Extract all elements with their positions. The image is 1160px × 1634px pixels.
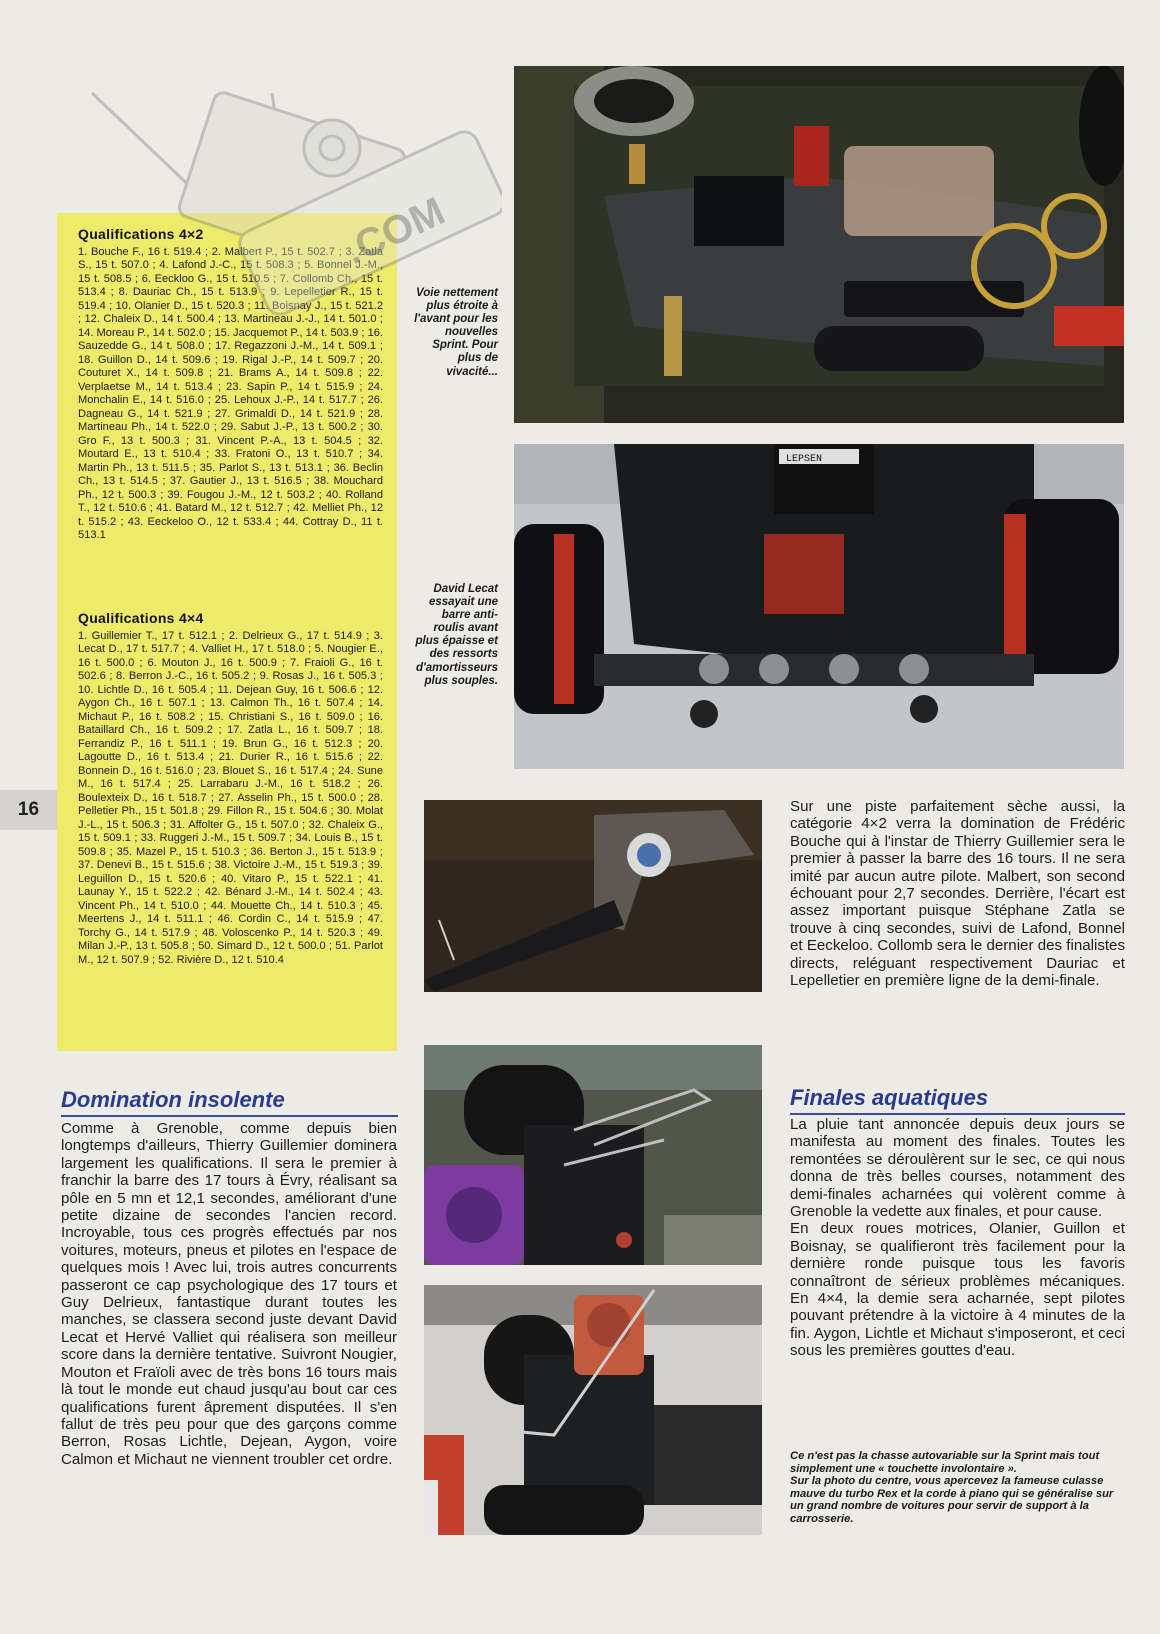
qualifications-4x4-title: Qualifications 4×4 — [78, 610, 204, 626]
photo-bent-mount — [424, 800, 762, 992]
bottom-photo-caption — [790, 1450, 1130, 1526]
qualifications-4x2-results: 1. Bouche F., 16 t. 519.4 ; 2. Malbert P., 15 t. 502.7 ; 3. Zatla S., 15 t. 507.0 ; 4. Lafond J.-C., 15 t. 508.3 ; 5. Bonnel J.-M., 15 t. 508.5 ; 6. Eeckloo G., 15 t. 510.5 ; 7. Collomb Ch., 15 t. 513.4 ; 8. Dauriac Ch., 15 t. 513.9 ; 9. Lepelletier R., 15 t. 519.4 ; 10. Olanier D., 15 t. 520.3 ; 11. Boisnay J., 15 t. 521.2 ; 12. Chaleix D., 14 t. 500.4 ; 13. Martineau J.-J., 14 t. 501.0 ; 14. Moreau P., 14 t. 502.0 ; 15. Jacquemot P., 14 t. 503.9 ; 16. Sauzedde G., 14 t. 508.0 ; 17. Regazzoni J.-M., 14 t. 509.1 ; 18. Guillon D., 14 t. 509.6 ; 19. Rigal J.-P., 14 t. 509.7 ; 20. Couturet X., 14 t. 509.8 ; 21. Brams A., 14 t. 509.8 ; 22. Verplaetse M., 14 t. 513.4 ; 23. Sapin P., 14 t. 515.9 ; 24. Monchalin E., 14 t. 516.0 ; 25. Lehoux J.-P., 14 t. 517.7 ; 26. Dagneau G., 14 t. 521.9 ; 27. Grimaldi D., 14 t. 521.9 ; 28. Martineau Ph., 14 t. 522.0 ; 29. Sabut J.-P., 13 t. 500.2 ; 30. Gro F., 13 t. 500.3 ; 31. Vincent P.-A., 13 t. 504.5 ; 32. Moutard E., 13 t. 510.4 ; 33. Fratoni O., 13 t. 510.7 ; 34. Martin Ph., 13 t. 511.5 ; 35. Parlot S., 13 t. 513.1 ; 36. Beclin Ch., 13 t. 514.5 ; 37. Gautier J., 13 t. 516.5 ; 38. Mouchard Ph., 12 t. 500.3 ; 39. Fougou J.-M., 12 t. 503.2 ; 40. Rolland T., 12 t. 510.6 ; 41. Batard M., 12 t. 512.7 ; 42. Melliet Ph., 12 t. 515.2 ; 43. Eeckeloo O., 12 t. 533.4 ; 44. Cottray D., 11 t. 513.1 — [78, 245, 383, 541]
photo-engine-rear — [424, 1045, 762, 1265]
photo-chassis-front — [514, 66, 1124, 423]
photo2-caption: David Lecat essayait une barre anti-roulis avant plus épaisse et des ressorts d'amortisseurs plus souples. — [415, 583, 498, 687]
section-heading-domination: Domination insolente — [61, 1087, 285, 1112]
heading-rule — [790, 1113, 1125, 1115]
column3-top-text — [790, 798, 1125, 989]
servo-label: LEPSEN — [786, 454, 823, 465]
photo1-caption: Voie nettement plus étroite à l'avant pour les nouvelles Sprint. Pour plus de vivacité... — [414, 287, 498, 378]
qualifications-4x2 — [78, 228, 383, 543]
paragraph: En deux roues motrices, Olanier, Guillon et Boisnay, se qualifieront très facilement pour la dernière ronde puisque tous les favoris connaîtront de sérieux problèmes mécaniques. En 4×4, la demie sera acharnée, sept pilotes pouvant prétendre à la victoire à 4 minutes de la fin. Aygon, Lichtle et Michaut s'imposeront, et ceci sous les premières gouttes d'eau. — [790, 1220, 1125, 1360]
qualifications-4x2-title: Qualifications 4×2 — [78, 226, 204, 242]
page-number: 16 — [0, 790, 57, 830]
qualifications-box — [57, 213, 397, 1051]
section-body-domination — [61, 1120, 397, 1468]
caption-paragraph: Ce n'est pas la chasse autovariable sur la Sprint mais tout simplement une « touchette involontaire ». — [790, 1450, 1100, 1475]
paragraph: Comme à Grenoble, comme depuis bien longtemps d'ailleurs, Thierry Guillemier dominera largement les qualifications. Il sera le premier à franchir la barre des 17 tours à Évry, réalisant sa pôle en 5 mn et 12,1 secondes, améliorant d'une petite dizaine de secondes l'ancien record. Incroyable, tous ces progrès effectués par nos voitures, moteurs, pneus et pilotes en l'espace de quelques mois ! Avec lui, trois autres concurrents passeront ce cap psychologique des 17 tours et Guy Delrieux, fantastique durant toutes les manches, se classera second juste devant David Lecat et Hervé Valliet qui réalisera son meilleur score dans la dernière tentative. Suivront Nougier, Mouton et Fraïoli avec de très bons 16 tours mais là tout le monde eut chaud jusqu'au bout car ces qualifications furent âprement disputées. Il s'en fallut de très peu pour que des garçons comme Berron, Rosas Lichtle, Dejean, Aygon, voire Calmon et Michaut ne viennent troubler cet ordre. — [61, 1120, 397, 1468]
section-heading-finales: Finales aquatiques — [790, 1085, 989, 1110]
qualifications-4x4-results: 1. Guillemier T., 17 t. 512.1 ; 2. Delrieux G., 17 t. 514.9 ; 3. Lecat D., 17 t. 517.7 ; 4. Valliet H., 17 t. 518.0 ; 5. Nougier E., 16 t. 500.0 ; 6. Mouton J., 16 t. 500.9 ; 7. Fraioli G., 16 t. 502.6 ; 8. Berron J.-C., 16 t. 505.2 ; 9. Rosas J., 16 t. 505.3 ; 10. Lichtle D., 16 t. 505.4 ; 11. Dejean Guy, 16 t. 506.6 ; 12. Aygon Ch., 16 t. 507.1 ; 13. Calmon Th., 16 t. 507.4 ; 14. Michaut P., 16 t. 508.2 ; 15. Christiani S., 16 t. 509.0 ; 16. Bataillard Ch., 16 t. 509.2 ; 17. Zatla L., 16 t. 509.7 ; 18. Ferrandiz P., 16 t. 511.1 ; 19. Brun G., 16 t. 512.3 ; 20. Lagoutte D., 16 t. 513.4 ; 21. Durier R., 16 t. 515.6 ; 22. Bonnein D., 16 t. 516.0 ; 23. Blouet S., 16 t. 517.4 ; 24. Sune M., 16 t. 517.4 ; 25. Larrabaru J.-M., 16 t. 518.2 ; 26. Boulexteix D., 16 t. 518.7 ; 27. Asselin Ph., 15 t. 500.0 ; 28. Pelletier Ph., 15 t. 501.8 ; 29. Fillon R., 15 t. 504.6 ; 30. Molat J.-L., 15 t. 506.3 ; 31. Affolter G., 15 t. 507.0 ; 32. Chaleix G., 15 t. 509.1 ; 33. Ruggeri J.-M., 15 t. 509.7 ; 34. Louis B., 15 t. 509.8 ; 35. Mazel P., 15 t. 510.3 ; 36. Berton J., 15 t. 513.9 ; 37. Denevi B., 15 t. 515.6 ; 38. Victoire J.-M., 15 t. 519.3 ; 39. Leguillon D., 15 t. 520.6 ; 40. Vitaro P., 15 t. 522.1 ; 41. Launay Y., 15 t. 522.2 ; 42. Bénard J.-M., 14 t. 502.4 ; 43. Vincent Ph., 14 t. 510.0 ; 44. Mouette Ch., 14 t. 510.3 ; 45. Meertens J., 14 t. 511.1 ; 46. Cordin C., 14 t. 515.9 ; 47. Torchy G., 14 t. 517.9 ; 48. Voloscenko P., 14 t. 520.3 ; 49. Milan J.-P., 13 t. 505.8 ; 50. Simard D., 12 t. 500.0 ; 51. Parlot M., 12 t. 507.9 ; 52. Rivière D., 12 t. 510.4 — [78, 629, 383, 966]
watermark-text: .COM — [338, 189, 452, 274]
paragraph: Sur une piste parfaitement sèche aussi, la catégorie 4×2 verra la domination de Frédéric Bouche qui à l'instar de Thierry Guillemier sera le premier à passer la barre des 16 tours. Il ne sera imité par aucun autre pilote. Malbert, son second échouant pour 2,7 secondes. Derrière, l'écart est assez important puisque Stéphane Zatla se trouve à cinq secondes, suivi de Lafond, Bonnel et Eeckeloo. Collomb sera le dernier des finalistes directs, reléguant respectivement Dauriac et Lepelletier en première ligne de la demi-finale. — [790, 798, 1125, 990]
qualifications-4x4 — [78, 612, 383, 967]
heading-rule — [61, 1115, 398, 1117]
photo-engine-red-head — [424, 1285, 762, 1535]
paragraph: La pluie tant annoncée depuis deux jours se manifesta au moment des finales. Toutes les remontées se déroulèrent sur le sec, ce qui nous donna de très belles courses, notamment des demi-finales acharnées qui volèrent comme à Grenoble la vedette aux finales, et pour cause. — [790, 1116, 1125, 1221]
caption-paragraph: Sur la photo du centre, vous apercevez la fameuse culasse mauve du turbo Rex et la corde à piano qui se généralise sur un grand nombre de voitures pour servir de support à la carrosserie. — [790, 1475, 1114, 1525]
section-body-finales — [790, 1116, 1125, 1360]
photo-front-axle — [514, 444, 1124, 769]
